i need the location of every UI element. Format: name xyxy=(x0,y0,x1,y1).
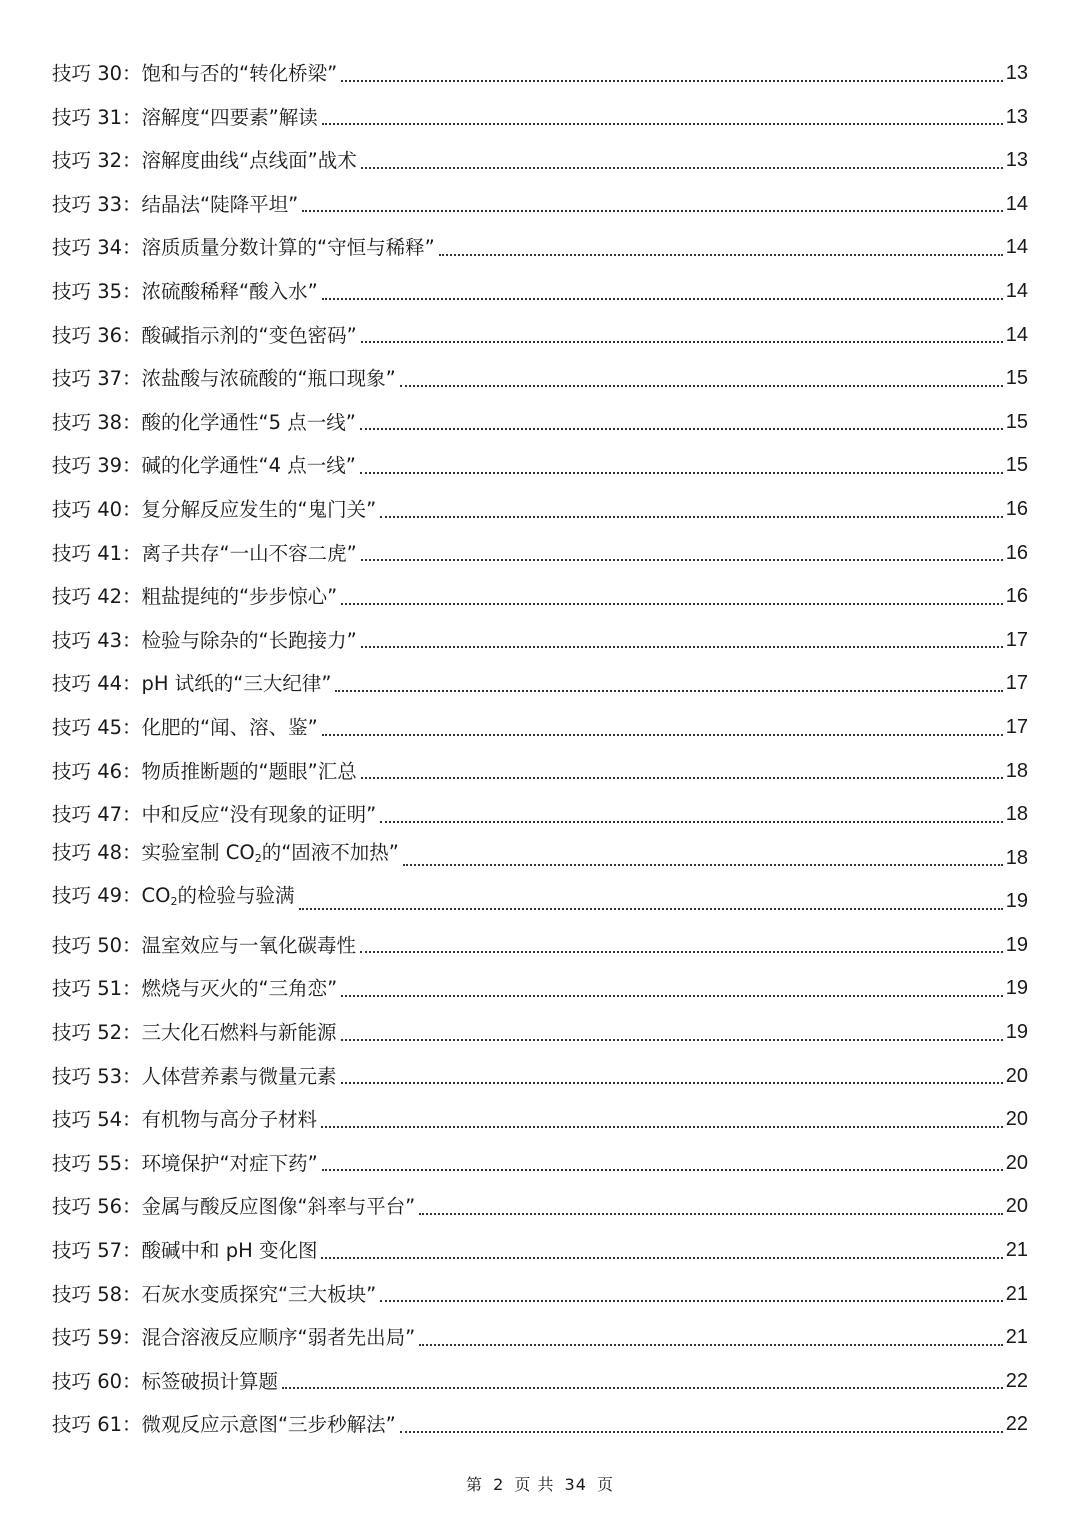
toc-entry-title: 技巧 39：碱的化学通性“4 点一线” xyxy=(52,454,356,478)
toc-entry-title: 技巧 55：环境保护“对症下药” xyxy=(52,1151,318,1175)
dot-leader xyxy=(299,908,1003,910)
dot-leader xyxy=(400,1431,1003,1433)
dot-leader xyxy=(403,864,1003,866)
toc-entry-page-number: 20 xyxy=(1005,1195,1028,1218)
toc-entry[interactable] xyxy=(52,967,1028,1011)
toc-entry-page-number: 19 xyxy=(1005,1021,1028,1044)
toc-entry[interactable] xyxy=(52,1360,1028,1404)
toc-entry-title: 技巧 33：结晶法“陡降平坦” xyxy=(52,192,299,216)
toc-entry-title-part: 的检验与验满 xyxy=(177,884,295,908)
dot-leader xyxy=(360,472,1003,474)
dot-leader xyxy=(341,1082,1003,1084)
toc-entry-page-number: 22 xyxy=(1005,1369,1028,1392)
toc-entry-page-number: 18 xyxy=(1005,846,1028,869)
toc-entry[interactable] xyxy=(52,1142,1028,1186)
toc-entry-title: 技巧 45：化肥的“闻、溶、鉴” xyxy=(52,715,318,739)
toc-entry-title: 技巧 61：微观反应示意图“三步秒解法” xyxy=(52,1413,396,1437)
toc-entry-title-part: 技巧 49：CO xyxy=(52,884,171,908)
toc-entry-title: 技巧 35：浓硫酸稀释“酸入水” xyxy=(52,279,318,303)
dot-leader xyxy=(360,951,1003,953)
toc-entry[interactable] xyxy=(52,924,1028,968)
toc-entry[interactable] xyxy=(52,1011,1028,1055)
toc-entry-page-number: 19 xyxy=(1005,890,1028,913)
toc-entry-page-number: 16 xyxy=(1005,541,1028,564)
dot-leader xyxy=(380,516,1003,518)
toc-entry-title: 技巧 43：检验与除杂的“长跑接力” xyxy=(52,628,357,652)
toc-entry-title: 技巧 42：粗盐提纯的“步步惊心” xyxy=(52,585,338,609)
toc-entry-page-number: 15 xyxy=(1005,454,1028,477)
toc-entry-page-number: 15 xyxy=(1005,367,1028,390)
toc-entry[interactable] xyxy=(52,880,1028,924)
toc-entry[interactable] xyxy=(52,1185,1028,1229)
footer-total-pages: 34 xyxy=(564,1475,587,1494)
toc-entry[interactable] xyxy=(52,1316,1028,1360)
toc-entry-title: 技巧 36：酸碱指示剂的“变色密码” xyxy=(52,323,357,347)
toc-entry[interactable] xyxy=(52,1055,1028,1099)
toc-entry-title xyxy=(52,874,295,924)
toc-entry-page-number: 21 xyxy=(1005,1326,1028,1349)
toc-entry[interactable] xyxy=(52,270,1028,314)
dot-leader xyxy=(302,210,1003,212)
toc-entry-title: 技巧 52：三大化石燃料与新能源 xyxy=(52,1021,337,1045)
toc-entry-title xyxy=(52,831,399,881)
toc-entry-title: 技巧 54：有机物与高分子材料 xyxy=(52,1108,318,1132)
toc-entry-title: 技巧 56：金属与酸反应图像“斜率与平台” xyxy=(52,1195,416,1219)
toc-entry-page-number: 14 xyxy=(1005,323,1028,346)
toc-entry-title: 技巧 34：溶质质量分数计算的“守恒与稀释” xyxy=(52,236,435,260)
toc-entry-page-number: 20 xyxy=(1005,1151,1028,1174)
dot-leader xyxy=(321,1257,1002,1259)
toc-entry-page-number: 19 xyxy=(1005,933,1028,956)
toc-entry[interactable] xyxy=(52,706,1028,750)
subscript: 2 xyxy=(254,851,262,865)
toc-entry-title: 技巧 46：物质推断题的“题眼”汇总 xyxy=(52,759,357,783)
toc-entry-page-number: 17 xyxy=(1005,672,1028,695)
dot-leader xyxy=(321,1126,1003,1128)
toc-entry-title: 技巧 37：浓盐酸与浓硫酸的“瓶口现象” xyxy=(52,367,396,391)
toc-entry-title: 技巧 32：溶解度曲线“点线面”战术 xyxy=(52,149,357,173)
toc-entry-title: 技巧 41：离子共存“一山不容二虎” xyxy=(52,541,357,565)
toc-entry-page-number: 13 xyxy=(1005,105,1028,128)
dot-leader xyxy=(322,123,1003,125)
toc-entry[interactable] xyxy=(52,750,1028,794)
toc-entry-page-number: 13 xyxy=(1005,62,1028,84)
toc-entry-page-number: 21 xyxy=(1005,1239,1028,1262)
toc-entry[interactable] xyxy=(52,314,1028,358)
toc-entry-title: 技巧 44：pH 试纸的“三大纪律” xyxy=(52,672,332,696)
dot-leader xyxy=(380,1300,1003,1302)
dot-leader xyxy=(380,821,1003,823)
footer-middle: 页 共 xyxy=(514,1475,555,1494)
toc-entry-page-number: 18 xyxy=(1005,803,1028,826)
dot-leader xyxy=(361,167,1003,169)
dot-leader xyxy=(361,559,1003,561)
toc-entry-page-number: 19 xyxy=(1005,977,1028,1000)
toc-entry-title-part: 的“固液不加热” xyxy=(261,840,399,864)
page-footer xyxy=(0,1472,1080,1495)
toc-entry-page-number: 13 xyxy=(1005,149,1028,172)
dot-leader xyxy=(361,646,1003,648)
toc-entry-title: 技巧 40：复分解反应发生的“鬼门关” xyxy=(52,497,377,521)
toc-entry[interactable] xyxy=(52,52,1028,96)
dot-leader xyxy=(419,1213,1003,1215)
toc-entry-page-number: 18 xyxy=(1005,759,1028,782)
footer-prefix: 第 xyxy=(465,1475,483,1494)
toc-entry[interactable] xyxy=(52,1098,1028,1142)
toc-entry[interactable] xyxy=(52,532,1028,576)
toc-entry-page-number: 20 xyxy=(1005,1108,1028,1131)
toc-entry-page-number: 17 xyxy=(1005,715,1028,738)
toc-entry[interactable] xyxy=(52,619,1028,663)
toc-entry[interactable] xyxy=(52,96,1028,140)
toc-entry-page-number: 14 xyxy=(1005,236,1028,259)
toc-entry-title: 技巧 30：饱和与否的“转化桥梁” xyxy=(52,62,338,85)
toc-entry[interactable] xyxy=(52,1403,1028,1447)
toc-entry[interactable] xyxy=(52,1229,1028,1273)
toc-entry[interactable] xyxy=(52,575,1028,619)
toc-entry[interactable] xyxy=(52,139,1028,183)
toc-entry-page-number: 14 xyxy=(1005,192,1028,215)
toc-entry[interactable] xyxy=(52,401,1028,445)
toc-entry-title: 技巧 53：人体营养素与微量元素 xyxy=(52,1064,337,1088)
toc-entry-title: 技巧 47：中和反应“没有现象的证明” xyxy=(52,803,377,827)
dot-leader xyxy=(360,428,1003,430)
toc-entry-page-number: 14 xyxy=(1005,279,1028,302)
dot-leader xyxy=(419,1344,1003,1346)
toc-entry-title: 技巧 38：酸的化学通性“5 点一线” xyxy=(52,410,356,434)
dot-leader xyxy=(341,80,1003,82)
toc-entry-title: 技巧 31：溶解度“四要素”解读 xyxy=(52,105,318,129)
dot-leader xyxy=(322,298,1003,300)
dot-leader xyxy=(361,341,1003,343)
dot-leader xyxy=(361,777,1003,779)
toc-entry-page-number: 16 xyxy=(1005,585,1028,608)
toc-entry-page-number: 17 xyxy=(1005,628,1028,651)
toc-entry-title: 技巧 50：温室效应与一氧化碳毒性 xyxy=(52,933,357,957)
toc-entry[interactable] xyxy=(52,488,1028,532)
dot-leader xyxy=(282,1387,1003,1389)
toc-entry[interactable] xyxy=(52,662,1028,706)
dot-leader xyxy=(322,1169,1003,1171)
toc-entry-page-number: 22 xyxy=(1005,1413,1028,1436)
toc-entry-page-number: 15 xyxy=(1005,410,1028,433)
toc-list xyxy=(52,52,1028,1447)
toc-entry[interactable] xyxy=(52,357,1028,401)
dot-leader xyxy=(400,385,1003,387)
toc-entry[interactable] xyxy=(52,444,1028,488)
toc-entry[interactable] xyxy=(52,226,1028,270)
toc-entry-page-number: 20 xyxy=(1005,1064,1028,1087)
dot-leader xyxy=(439,254,1003,256)
toc-entry[interactable] xyxy=(52,1273,1028,1317)
toc-entry-title: 技巧 51：燃烧与灭火的“三角恋” xyxy=(52,977,338,1001)
subscript: 2 xyxy=(170,895,178,909)
footer-suffix: 页 xyxy=(597,1475,615,1494)
dot-leader xyxy=(335,690,1002,692)
table-of-contents xyxy=(52,52,1028,1447)
dot-leader xyxy=(341,995,1003,997)
toc-entry-page-number: 16 xyxy=(1005,497,1028,520)
toc-entry[interactable] xyxy=(52,183,1028,227)
toc-entry-title: 技巧 59：混合溶液反应顺序“弱者先出局” xyxy=(52,1326,416,1350)
dot-leader xyxy=(322,734,1003,736)
toc-entry-title: 技巧 57：酸碱中和 pH 变化图 xyxy=(52,1239,318,1263)
dot-leader xyxy=(341,603,1003,605)
footer-current-page: 2 xyxy=(493,1475,505,1494)
dot-leader xyxy=(341,1039,1003,1041)
toc-entry-title-part: 技巧 48：实验室制 CO xyxy=(52,840,255,864)
toc-entry-page-number: 21 xyxy=(1005,1282,1028,1305)
toc-entry-title: 技巧 60：标签破损计算题 xyxy=(52,1369,279,1393)
toc-entry-title: 技巧 58：石灰水变质探究“三大板块” xyxy=(52,1282,377,1306)
